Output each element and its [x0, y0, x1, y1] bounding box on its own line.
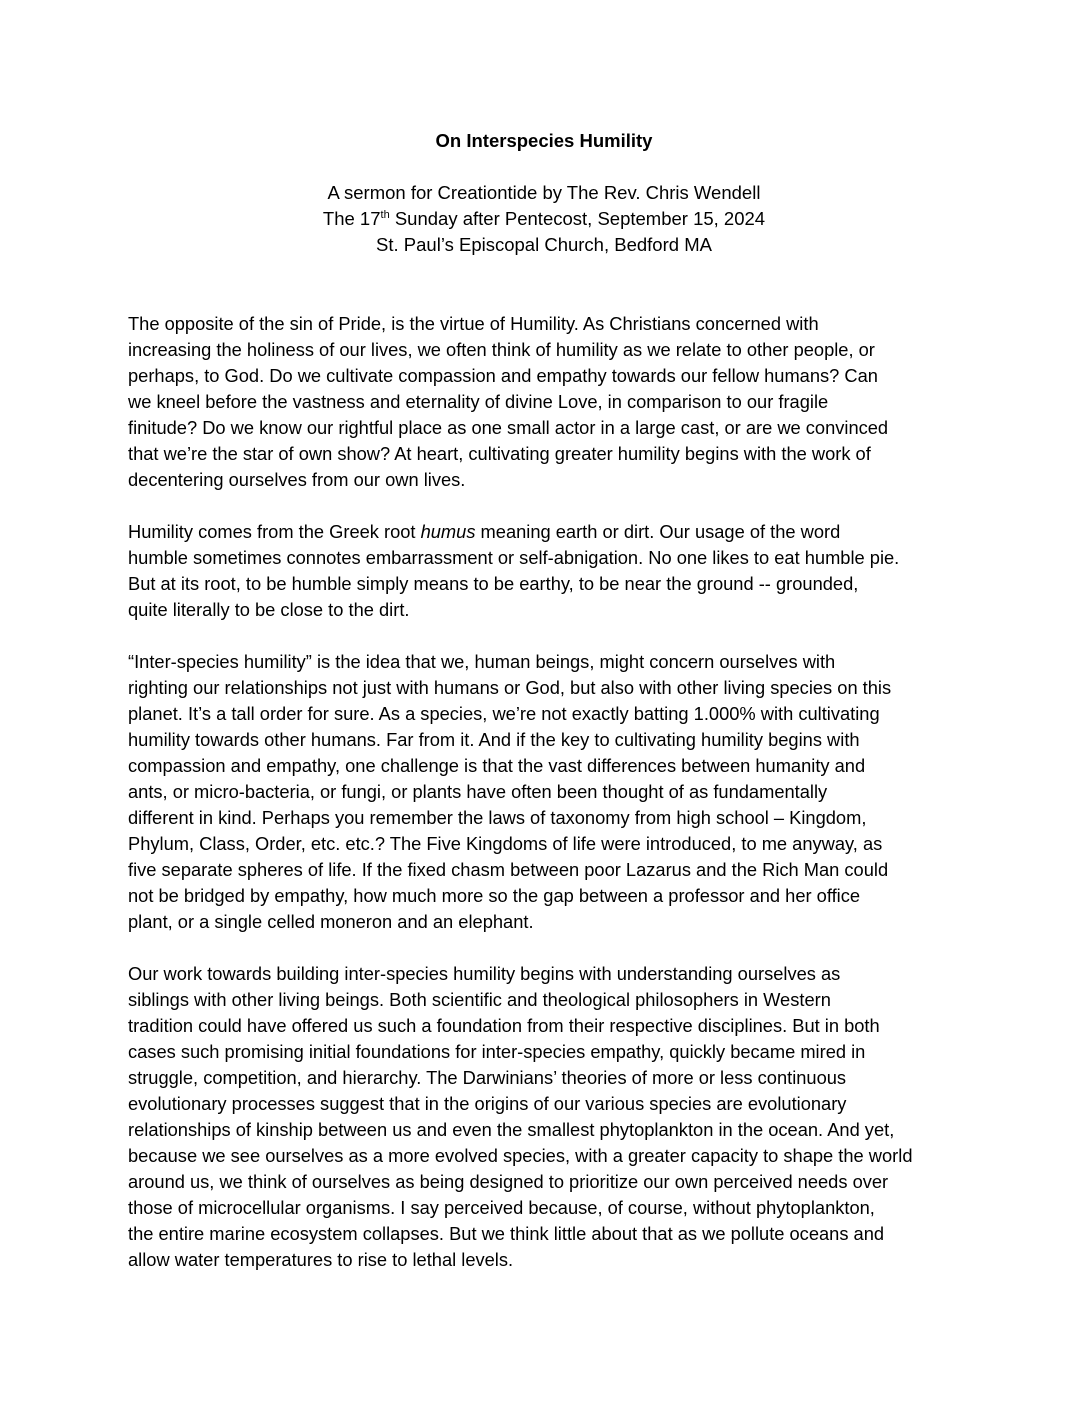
paragraph-line: not be bridged by empathy, how much more so the gap between a professor and her office: [128, 885, 861, 906]
text-run: meaning earth or dirt. Our usage of the word: [475, 521, 841, 542]
document-header: [0, 128, 1088, 258]
subtitle-date-line: [0, 206, 1088, 232]
paragraph-line: around us, we think of ourselves as being designed to prioritize our own perceived needs over: [128, 1171, 889, 1192]
paragraph-line: [128, 519, 956, 545]
paragraph-line: quite literally to be close to the dirt.: [128, 599, 410, 620]
paragraph-line: the entire marine ecosystem collapses. But we think little about that as we pollute oceans and: [128, 1223, 885, 1244]
paragraph-line: The opposite of the sin of Pride, is the virtue of Humility. As Christians concerned with: [128, 313, 819, 334]
paragraph-1: [128, 311, 956, 493]
text-run: Humility comes from the Greek root: [128, 521, 421, 542]
paragraph-line: planet. It’s a tall order for sure. As a species, we’re not exactly batting 1.000% with cultivating: [128, 703, 880, 724]
paragraph-line: humble sometimes connotes embarrassment or self-abnigation. No one likes to eat humble pie.: [128, 547, 900, 568]
paragraph-line: increasing the holiness of our lives, we often think of humility as we relate to other people, or: [128, 339, 875, 360]
paragraph-line: siblings with other living beings. Both scientific and theological philosophers in Western: [128, 989, 831, 1010]
paragraph-line: humility towards other humans. Far from it. And if the key to cultivating humility begins with: [128, 729, 860, 750]
paragraph-line: we kneel before the vastness and eternality of divine Love, in comparison to our fragile: [128, 391, 829, 412]
paragraph-2: [128, 519, 956, 623]
subtitle-date-prefix: The 17: [322, 208, 381, 229]
paragraph-line: righting our relationships not just with humans or God, but also with other living species on this: [128, 677, 892, 698]
document-title: On Interspecies Humility: [435, 130, 653, 151]
paragraph-line: “Inter-species humility” is the idea that we, human beings, might concern ourselves with: [128, 651, 836, 672]
italic-term-humus: humus: [420, 521, 476, 542]
paragraph-line: because we see ourselves as a more evolved species, with a greater capacity to shape the world: [128, 1145, 913, 1166]
sermon-body: [128, 311, 956, 1299]
paragraph-line: those of microcellular organisms. I say perceived because, of course, without phytoplankton,: [128, 1197, 875, 1218]
paragraph-3: [128, 649, 956, 935]
paragraph-line: that we’re the star of own show? At heart, cultivating greater humility begins with the work of: [128, 443, 871, 464]
document-subtitle: [0, 180, 1088, 258]
subtitle-church-line: St. Paul’s Episcopal Church, Bedford MA: [376, 234, 712, 255]
paragraph-4: [128, 961, 956, 1273]
subtitle-date-ordinal: th: [380, 208, 390, 221]
paragraph-line: decentering ourselves from our own lives.: [128, 469, 466, 490]
paragraph-line: plant, or a single celled moneron and an elephant.: [128, 911, 534, 932]
paragraph-line: finitude? Do we know our rightful place as one small actor in a large cast, or are we convinced: [128, 417, 889, 438]
paragraph-line: But at its root, to be humble simply means to be earthy, to be near the ground -- grounded,: [128, 573, 859, 594]
paragraph-line: different in kind. Perhaps you remember the laws of taxonomy from high school – Kingdom,: [128, 807, 867, 828]
paragraph-line: five separate spheres of life. If the fixed chasm between poor Lazarus and the Rich Man could: [128, 859, 889, 880]
paragraph-line: struggle, competition, and hierarchy. The Darwinians’ theories of more or less continuous: [128, 1067, 847, 1088]
paragraph-line: perhaps, to God. Do we cultivate compassion and empathy towards our fellow humans? Can: [128, 365, 878, 386]
paragraph-line: Phylum, Class, Order, etc. etc.? The Five Kingdoms of life were introduced, to me anyway, as: [128, 833, 883, 854]
subtitle-date-suffix: Sunday after Pentecost, September 15, 2024: [389, 208, 766, 229]
paragraph-line: ants, or micro-bacteria, or fungi, or plants have often been thought of as fundamentally: [128, 781, 828, 802]
paragraph-line: evolutionary processes suggest that in the origins of our various species are evolutionary: [128, 1093, 847, 1114]
subtitle-author-line: A sermon for Creationtide by The Rev. Chris Wendell: [327, 182, 761, 203]
paragraph-line: compassion and empathy, one challenge is that the vast differences between humanity and: [128, 755, 866, 776]
paragraph-line: allow water temperatures to rise to lethal levels.: [128, 1249, 514, 1270]
paragraph-line: tradition could have offered us such a foundation from their respective disciplines. But in both: [128, 1015, 880, 1036]
paragraph-line: Our work towards building inter-species humility begins with understanding ourselves as: [128, 963, 841, 984]
paragraph-line: relationships of kinship between us and even the smallest phytoplankton in the ocean. And yet,: [128, 1119, 895, 1140]
paragraph-line: cases such promising initial foundations for inter-species empathy, quickly became mired in: [128, 1041, 866, 1062]
